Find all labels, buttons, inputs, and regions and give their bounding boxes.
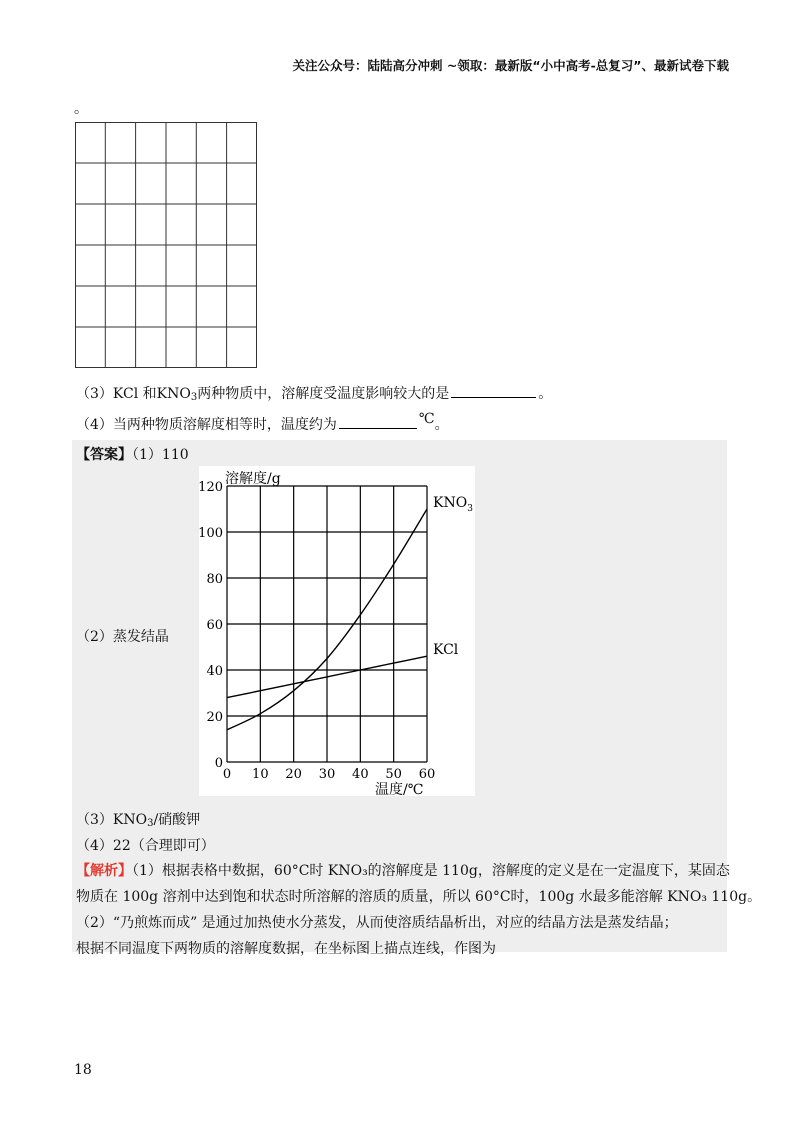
y-tick-label: 120 bbox=[199, 480, 223, 495]
y-tick-label: 100 bbox=[199, 526, 223, 541]
x-axis-label: 温度/℃ bbox=[375, 782, 424, 796]
period-mark: 。 bbox=[74, 101, 88, 117]
answer-3: $(3)KNO_3/$硝酸钾 bbox=[76, 812, 201, 829]
analysis-tag: 【解析】 bbox=[76, 863, 132, 879]
series-label-kno3: $KNO_3$ bbox=[433, 495, 473, 514]
q3-prefix: （3）KCl 和 bbox=[76, 386, 157, 402]
x-tick-label: 60 bbox=[418, 767, 436, 782]
x-tick-label: 40 bbox=[352, 767, 369, 782]
analysis-line-4: 根据不同温度下两物质的溶解度数据，在坐标图上描点连线，作图为 bbox=[76, 941, 496, 957]
answer-4: （4）22（合理即可） bbox=[76, 838, 215, 854]
blank-answer-grid bbox=[75, 122, 257, 368]
q4-answer-blank[interactable] bbox=[339, 414, 417, 429]
question-3: （3）KCl 和$KNO_3$两种物质中，溶解度受温度影响较大的是 。 bbox=[76, 383, 552, 403]
x-tick-label: 0 bbox=[222, 767, 232, 782]
y-axis-label: 溶解度/g bbox=[225, 471, 281, 487]
answer-tag: 【答案】 bbox=[76, 447, 132, 463]
analysis-line-2: 物质在 100g 溶剂中达到饱和状态时所溶解的溶质的质量，所以 60°C时，100g 水最多能溶解 KNO₃ 110g。 bbox=[76, 889, 762, 905]
question-4: （4）当两种物质溶解度相等时，温度约为 ℃。 bbox=[76, 411, 449, 433]
y-tick-label: 40 bbox=[206, 664, 223, 679]
answer-section bbox=[72, 440, 762, 957]
q4-unit: ℃ bbox=[418, 411, 435, 427]
y-tick-label: 80 bbox=[206, 572, 223, 587]
q3-text: 两种物质中，溶解度受温度影响较大的是 bbox=[197, 386, 450, 402]
q3-answer-blank[interactable] bbox=[451, 383, 536, 398]
x-tick-label: 20 bbox=[285, 767, 302, 782]
y-tick-label: 20 bbox=[206, 710, 223, 725]
answer-2: （2）蒸发结晶 bbox=[76, 629, 169, 645]
q4-text: （4）当两种物质溶解度相等时，温度约为 bbox=[76, 417, 337, 433]
series-label-kcl: KCl bbox=[433, 642, 459, 659]
x-tick-label: 10 bbox=[252, 767, 269, 782]
y-tick-label: 0 bbox=[214, 756, 223, 771]
x-tick-label: 30 bbox=[318, 767, 336, 782]
y-tick-label: 60 bbox=[206, 618, 223, 633]
page-number: 18 bbox=[74, 1062, 92, 1078]
analysis-line-1: 【解析】（1）根据表格中数据，60°C时 KNO₃的溶解度是 110g，溶解度的定义是在一定温度下，某固态 bbox=[76, 863, 730, 879]
q3-formula: $KNO_3$ bbox=[156, 386, 198, 403]
solubility-chart bbox=[199, 466, 475, 796]
solubility-chart-svg bbox=[199, 466, 475, 796]
x-tick-label: 50 bbox=[385, 767, 402, 782]
page-header: 关注公众号：陆陆高分冲刺 ~领取：最新版“小中高考-总复习”、最新试卷下载 bbox=[292, 58, 729, 73]
answer-1: 【答案】（1）110 bbox=[76, 447, 189, 463]
analysis-line-3: （2）“乃煎炼而成” 是通过加热使水分蒸发，从而使溶质结晶析出，对应的结晶方法是蒸发结晶； bbox=[76, 915, 678, 931]
